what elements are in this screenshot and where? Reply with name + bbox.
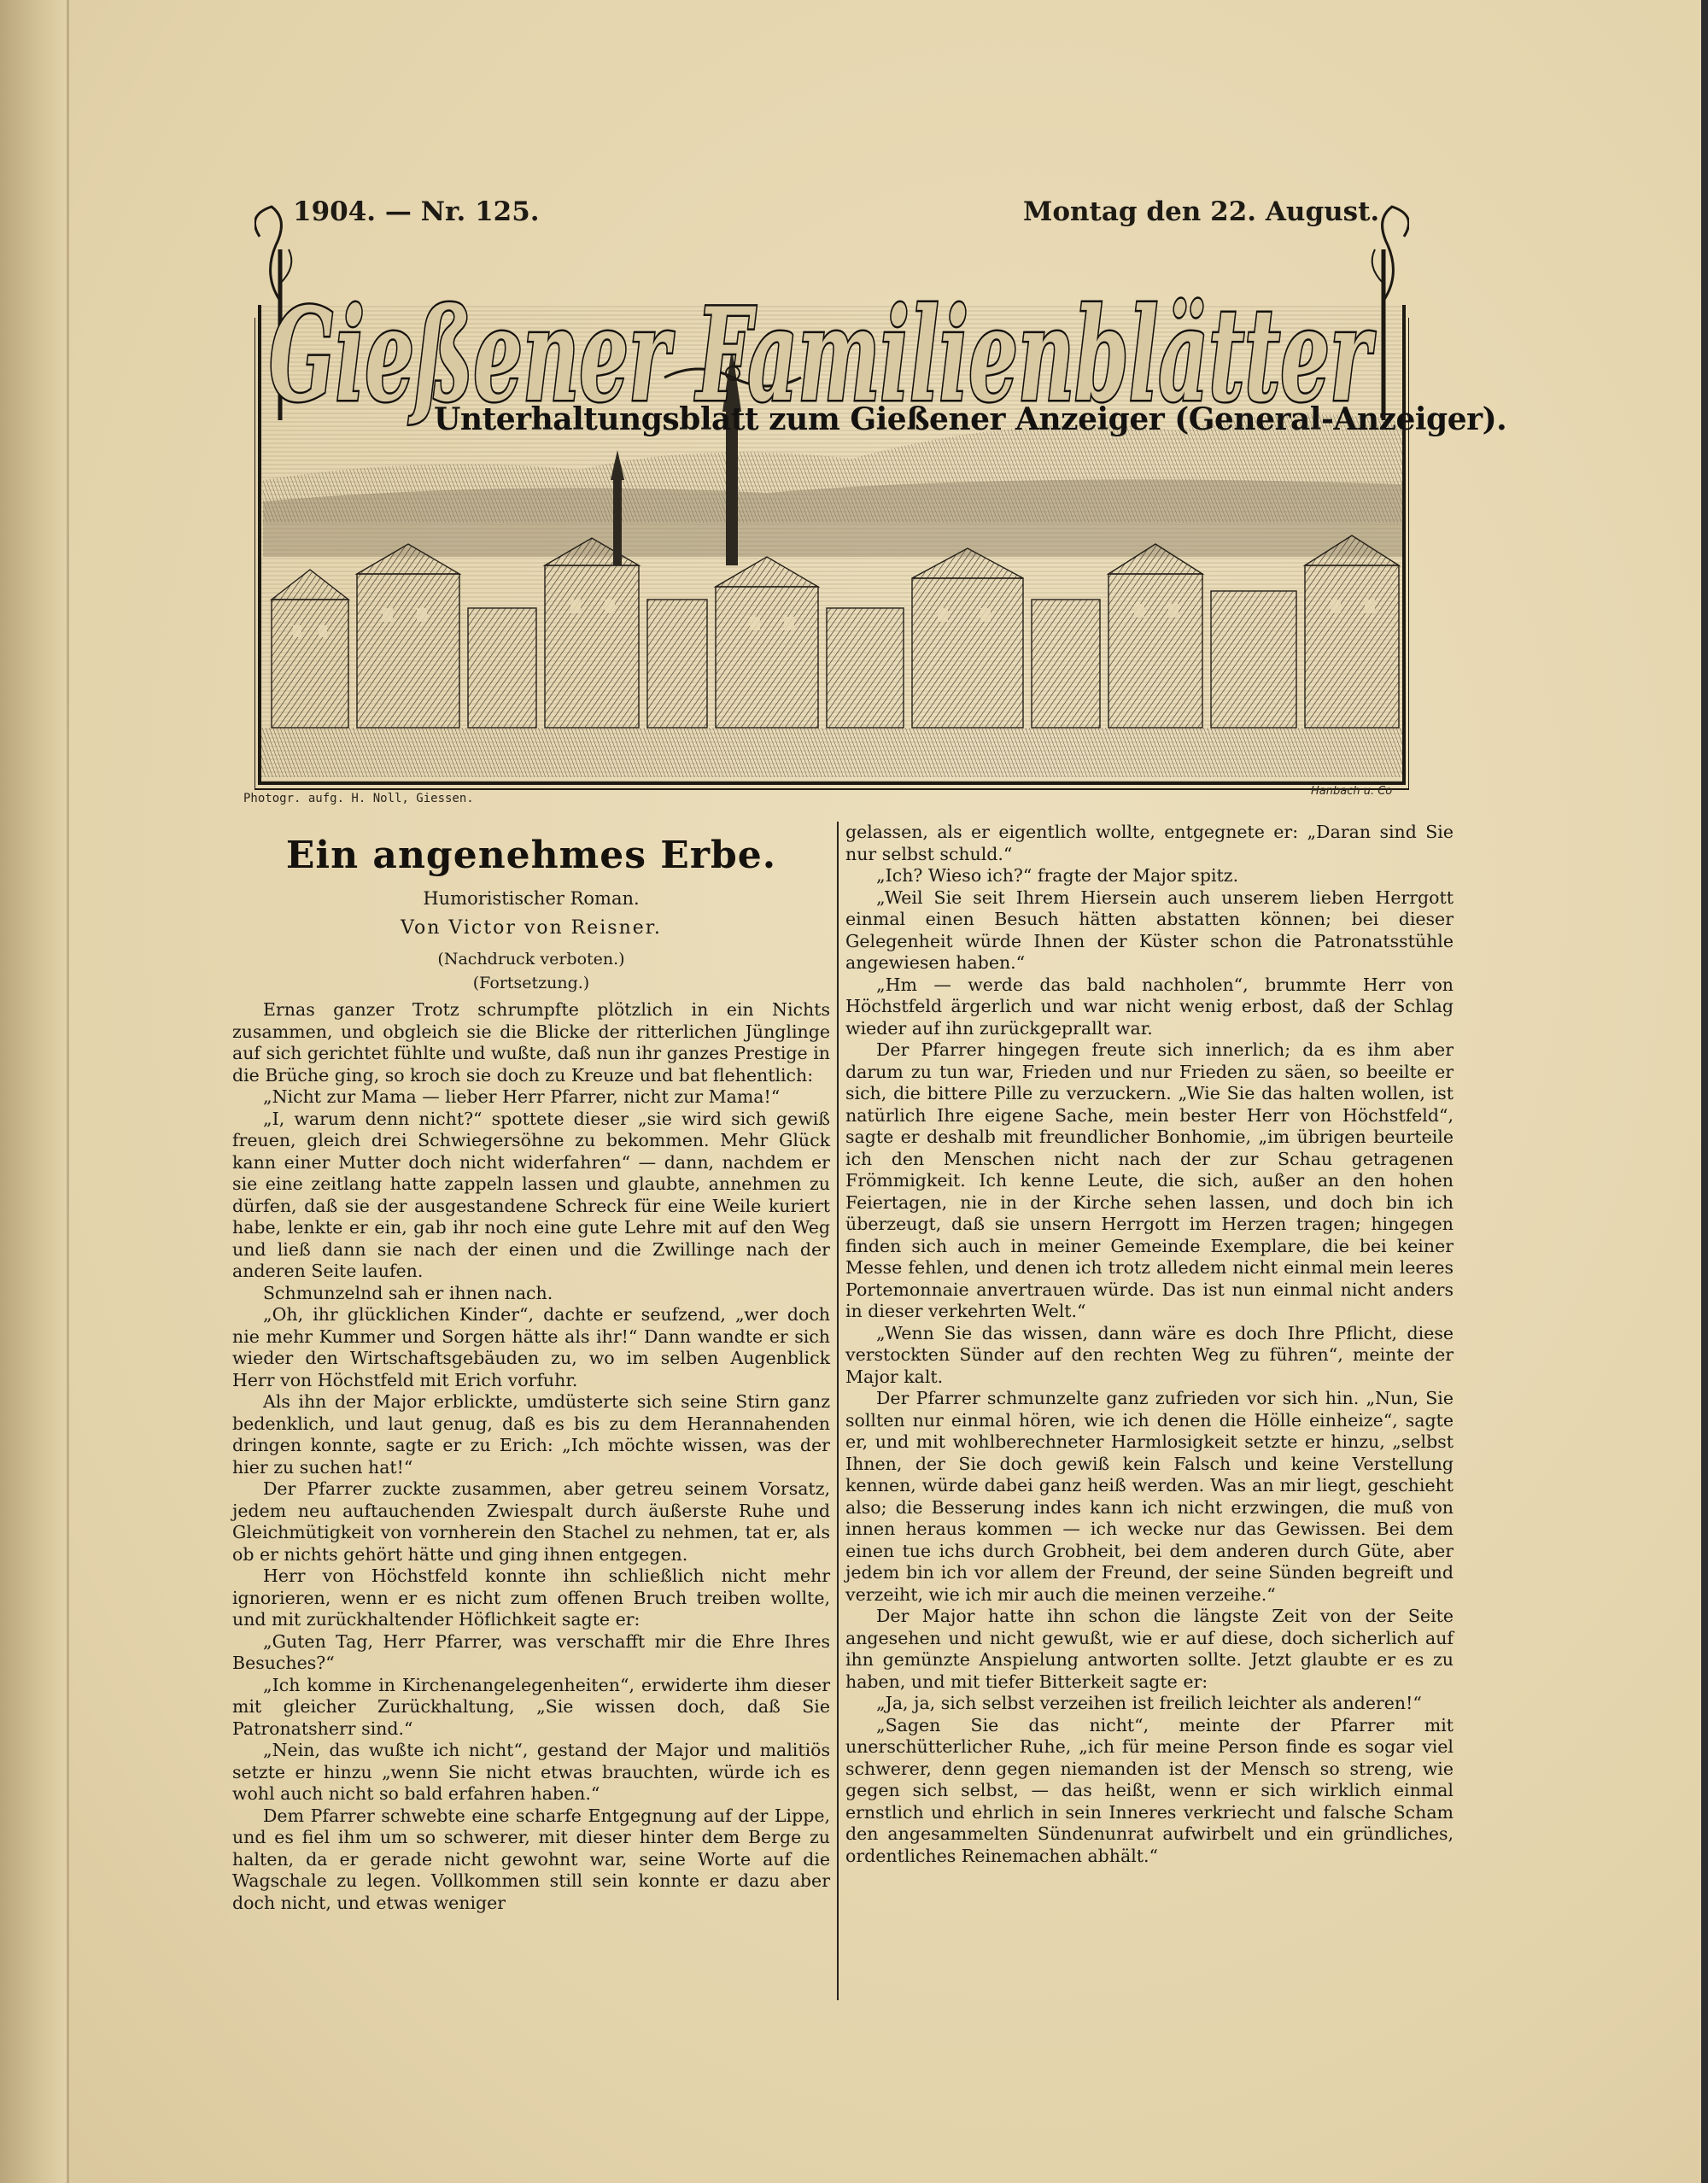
- article-column-left: [232, 999, 830, 1914]
- article-author: Von Victor von Reisner.: [401, 917, 662, 939]
- paragraph: Der Pfarrer hingegen freute sich innerlich; da es ihm aber darum zu tun war, Frieden und nur Frieden zu säen, so beeilte er sich, die bittere Pille zu verzuckern. „Wie Sie das halten wollen, ist natürlich Ihre eigene Sache, mein bester Herr von Höchstfeld“, sagte er deshalb mit freundlicher Bonhomie, „im übrigen beurteile ich den Menschen nicht nach der zur Schau getragenen Frömmigkeit. Ich kenne Leute, die sich, außer an den hohen Feiertagen, nie in der Kirche sehen lassen, und doch bin ich überzeugt, daß sie unsern Herrgott im Herzen tragen; hingegen finden sich auch in meiner Gemeinde Exemplare, die bei keiner Messe fehlen, und denen ich trotz alledem nicht einmal mein leeres Portemonnaie anvertrauen würde. Das ist nun einmal nicht anders in dieser verkehrten Welt.“: [845, 1039, 1454, 1321]
- paragraph: Herr von Höchstfeld konnte ihn schließlich nicht mehr ignorieren, wenn er es nicht zum offenen Bruch treiben wollte, und mit zurückhaltender Höflichkeit sagte er:: [232, 1566, 830, 1630]
- paragraph: Der Pfarrer schmunzelte ganz zufrieden vor sich hin. „Nun, Sie sollten nur einmal hören, wie ich denen die Hölle einheize“, sagte er, und mit wohlberechneter Harmlosigkeit setzte er hinzu, „selbst Ihnen, der Sie doch gewiß kein Falsch und keine Verstellung kennen, würde dabei ganz heiß werden. Was an mir liegt, geschieht also; die Besserung indes kann ich nicht erzwingen, die muß von innen heraus kommen — ich wecke nur das Gewissen. Bei dem einen tue ichs durch Grobheit, bei dem anderen durch Güte, aber jedem bin ich vor allem der Freund, der seine Sünden begreift und verzeiht, wie ich mir auch die meinen verzeihe.“: [845, 1388, 1454, 1605]
- paragraph: „Hm — werde das bald nachholen“, brummte Herr von Höchstfeld ärgerlich und war nicht wenig erbost, daß der Schlag wieder auf ihn zurückgeprallt war.: [845, 974, 1454, 1039]
- article-title: Ein angenehmes Erbe.: [285, 834, 777, 877]
- continuation-note: (Fortsetzung.): [472, 974, 590, 992]
- engraver-signature: Hanbach u. Co: [1311, 785, 1393, 798]
- paragraph: Schmunzelnd sah er ihnen nach.: [263, 1282, 553, 1303]
- paragraph: „Oh, ihr glücklichen Kinder“, dachte er seufzend, „wer doch nie mehr Kummer und Sorgen hätte als ihr!“ Dann wandte er sich wieder den Wirtschaftsgebäuden zu, wo im selben Augenblick Herr von Höchstfeld mit Erich vorfuhr.: [232, 1304, 830, 1390]
- issue-date: Montag den 22. August.: [1023, 196, 1380, 227]
- year-issue: 1904. — Nr. 125.: [293, 196, 540, 227]
- paragraph: Der Major hatte ihn schon die längste Zeit von der Seite angesehen und nicht gewußt, wie er auf diese, doch sicherlich auf ihn gemünzte Anspielung antworten sollte. Jetzt glaubte er es zu haben, und mit tiefer Bitterkeit sagte er:: [845, 1606, 1454, 1692]
- paragraph: „Nein, das wußte ich nicht“, gestand der Major und malitiös setzte er hinzu „wenn Sie nicht etwas brauchten, würde ich es wohl auch nicht so bald erfahren haben.“: [232, 1740, 830, 1804]
- scan-edge: [1701, 0, 1708, 2183]
- paragraph: „Ich komme in Kirchenangelegenheiten“, erwiderte ihm dieser mit gleicher Zurückhaltung, „Sie wissen doch, daß Sie Patronatsherr sind.“: [232, 1674, 830, 1739]
- page-fold-line: [67, 0, 69, 2183]
- paragraph: „I, warum denn nicht?“ spottete dieser „sie wird sich gewiß freuen, gleich drei Schwiegersöhne zu bekommen. Mehr Glück kann einer Mutter doch nicht widerfahren“ — dann, nachdem er sie eine zeitlang hatte zappeln lassen und glaubte, annehmen zu dürfen, daß sie der ausgestandene Schreck für eine Weile kuriert habe, lenkte er ein, gab ihr noch eine gute Lehre mit auf den Weg und ließ dann sie nach der einen und die Zwillinge nach der anderen Seite laufen.: [232, 1108, 830, 1281]
- paragraph: „Nicht zur Mama — lieber Herr Pfarrer, nicht zur Mama!“: [263, 1086, 781, 1107]
- reprint-notice: (Nachdruck verboten.): [437, 950, 625, 969]
- paragraph: Dem Pfarrer schwebte eine scharfe Entgegnung auf der Lippe, und es fiel ihm um so schwerer, mit dieser hinter dem Berge zu halten, da er gerade nicht gewohnt war, seine Worte auf die Wagschale zu legen. Vollkommen still sein konnte er dazu aber doch nicht, und etwas weniger: [232, 1805, 830, 1913]
- masthead-title-text: Gießener Familienblätter: [269, 280, 1377, 430]
- paragraph: „Ich? Wieso ich?“ fragte der Major spitz.: [876, 865, 1239, 886]
- paragraph: Ernas ganzer Trotz schrumpfte plötzlich in ein Nichts zusammen, und obgleich sie die Blicke der ritterlichen Jünglinge auf sich gerichtet fühlte und wußte, daß nun ihr ganzes Prestige in die Brüche ging, so kroch sie doch zu Kreuze und bat flehentlich:: [232, 999, 830, 1086]
- column-divider: [837, 822, 839, 2000]
- paragraph: „Weil Sie seit Ihrem Hiersein auch unserem lieben Herrgott einmal einen Besuch hätten abstatten können; bei dieser Gelegenheit würde Ihnen der Küster schon die Patronatsstühle angewiesen haben.“: [845, 887, 1454, 973]
- article-genre: Humoristischer Roman.: [423, 888, 640, 909]
- paragraph: „Guten Tag, Herr Pfarrer, was verschafft mir die Ehre Ihres Besuches?“: [232, 1630, 830, 1673]
- paragraph: „Ja, ja, sich selbst verzeihen ist freilich leichter als anderen!“: [876, 1693, 1422, 1713]
- paragraph: Der Pfarrer zuckte zusammen, aber getreu seinem Vorsatz, jedem neu auftauchenden Zwiespalt durch äußerste Ruhe und Gleichmütigkeit von vornherein den Stachel zu nehmen, tat er, als ob er nichts gehört hätte und ging ihnen entgegen.: [232, 1478, 830, 1565]
- page-fold-shadow: [0, 0, 67, 2183]
- masthead-subtitle: Unterhaltungsblatt zum Gießener Anzeiger (General-Anzeiger).: [434, 401, 1507, 437]
- paragraph: „Wenn Sie das wissen, dann wäre es doch Ihre Pflicht, diese verstockten Sünder auf den rechten Weg zu führen“, meinte der Major kalt.: [845, 1322, 1454, 1387]
- paragraph: „Sagen Sie das nicht“, meinte der Pfarrer mit unerschütterlicher Ruhe, „ich für meine Person finde es sogar viel schwerer, denn gegen niemanden ist der Mensch so streng, wie gegen sich selbst, — das heißt, wenn er sich wirklich einmal ernstlich und ehrlich in sein Inneres verkriecht und falsche Scham den angesammelten Sündenunrat aufwirbelt und ein gründliches, ordentliches Reinemachen abhält.“: [845, 1714, 1454, 1866]
- paragraph: Als ihn der Major erblickte, umdüsterte sich seine Stirn ganz bedenklich, und laut genug, daß es bis zu dem Herannahenden dringen konnte, sagte er zu Erich: „Ich möchte wissen, was der hier zu suchen hat!“: [232, 1391, 830, 1478]
- photo-credit: Photogr. aufg. H. Noll, Giessen.: [243, 792, 474, 805]
- paragraph: gelassen, als er eigentlich wollte, entgegnete er: „Daran sind Sie nur selbst schuld.“: [845, 822, 1454, 864]
- article-column-right: [845, 822, 1454, 1867]
